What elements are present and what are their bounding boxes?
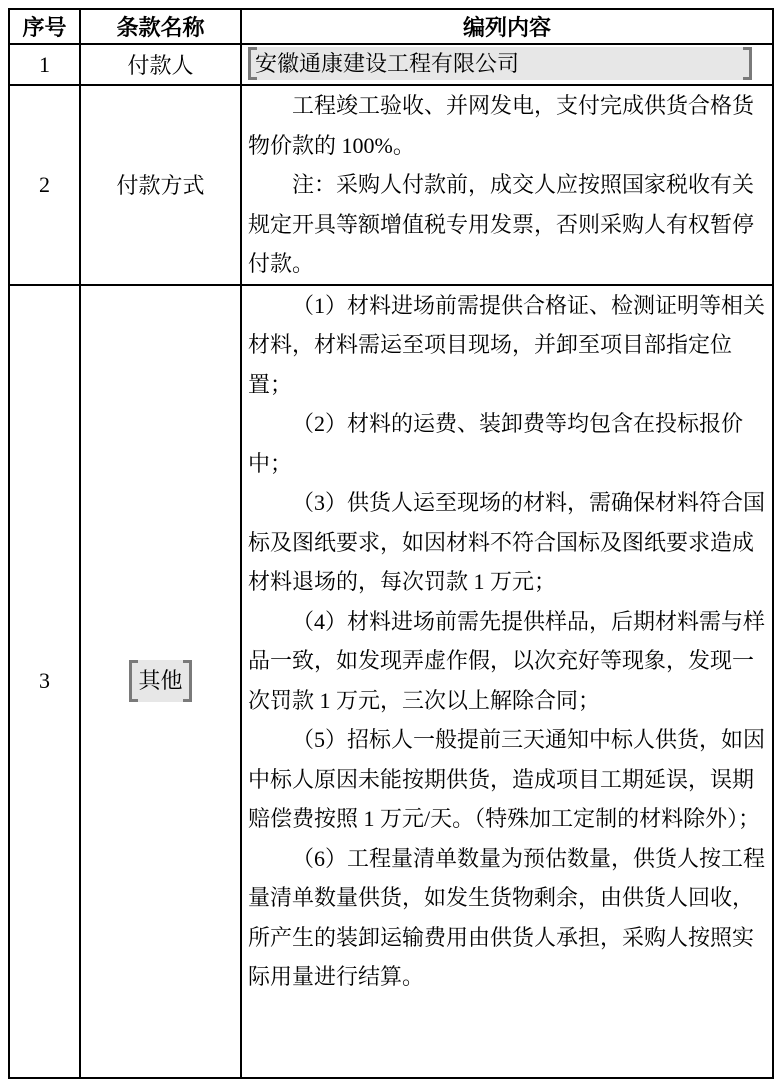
row-number: 3 — [9, 285, 80, 1078]
payer-content-cell — [241, 44, 773, 85]
header-cell-no: 序号 — [9, 9, 80, 44]
other-clause: （6）工程量清单数量为预估数量，供货人按工程量清单数量供货，如发生货物剩余，由供货人回收，所产生的装卸运输费用由供货人承担，采购人按照实际用量进行结算。 — [248, 845, 766, 989]
header-cell-content: 编列内容 — [241, 9, 773, 44]
table-row-payer — [9, 44, 773, 85]
row-number: 2 — [9, 85, 80, 285]
table-header-row — [9, 9, 773, 44]
payment-paragraph: 工程竣工验收、并网发电，支付完成供货合格货物价款的 100%。 — [248, 93, 755, 158]
row-number: 1 — [9, 44, 80, 85]
table-row-other — [9, 285, 773, 1078]
other-form-field[interactable]: 其他 — [129, 660, 191, 702]
header-cell-name: 条款名称 — [80, 9, 241, 44]
payer-form-field[interactable]: 安徽通康建设工程有限公司 — [248, 47, 752, 80]
other-clause: （5）招标人一般提前三天通知中标人供货，如因中标人原因未能按期供货，造成项目工期延误，误期赔偿费按照 1 万元/天。（特殊加工定制的材料除外）； — [248, 727, 766, 831]
other-content-cell — [241, 285, 773, 1078]
terms-table — [8, 8, 774, 1079]
clause-name-payment: 付款方式 — [80, 85, 241, 285]
other-clause: （1）材料进场前需提供合格证、检测证明等相关材料，材料需运至项目现场，并卸至项目部指定位置； — [248, 292, 766, 397]
payment-content-cell — [241, 85, 773, 285]
other-name-cell — [80, 285, 241, 1078]
other-clause: （4）材料进场前需先提供样品，后期材料需与样品一致，如发现弄虚作假，以次充好等现象，发现一次罚款 1 万元，三次以上解除合同； — [248, 608, 766, 713]
payment-paragraph: 注：采购人付款前，成交人应按照国家税收有关规定开具等额增值税专用发票，否则采购人有权暂停付款。 — [248, 172, 755, 276]
other-clause: （3）供货人运至现场的材料，需确保材料符合国标及图纸要求，如因材料不符合国标及图纸要求造成材料退场的，每次罚款 1 万元； — [248, 490, 766, 594]
other-clause: （2）材料的运费、装卸费等均包含在投标报价中； — [248, 411, 744, 476]
table-row-payment — [9, 85, 773, 285]
clause-name-payer: 付款人 — [80, 44, 241, 85]
